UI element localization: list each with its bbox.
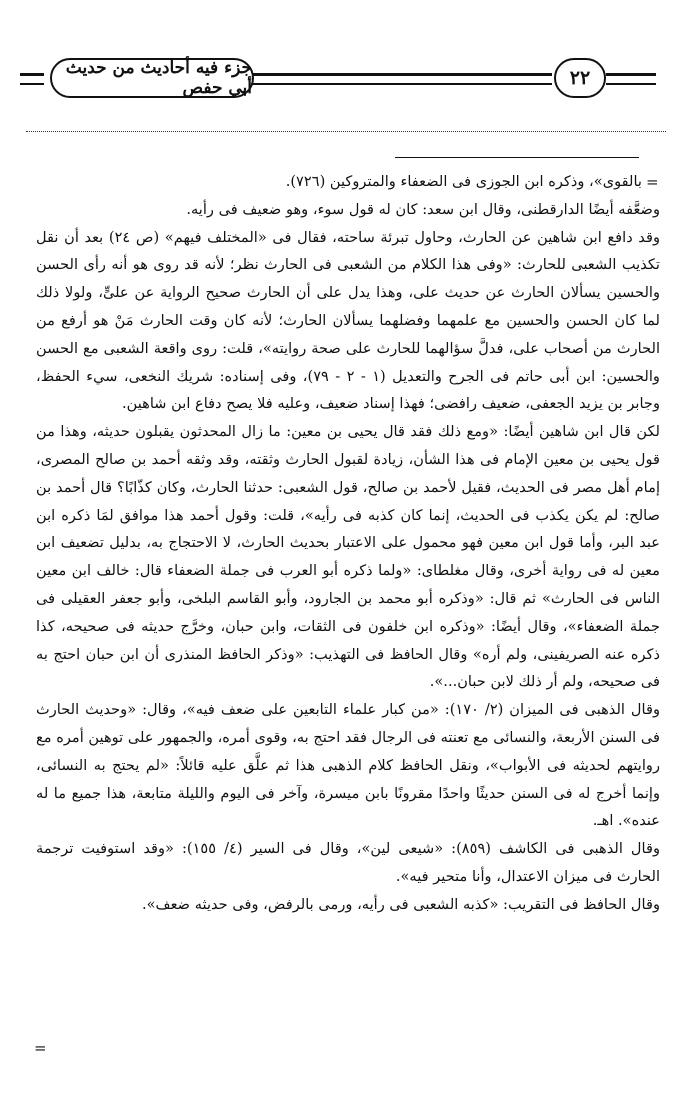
header-rule-left	[20, 73, 44, 85]
continuation-mark-bottom: =	[34, 1039, 47, 1057]
page-header	[14, 55, 665, 99]
header-rule-right	[606, 73, 656, 85]
paragraph: وقال الحافظ فى التقريب: «كذبه الشعبى فى رأيه، ورمى بالرفض، وفى حديثه ضعف».	[141, 895, 660, 913]
paragraph: وقال الذهبى فى الكاشف (٨٥٩): «شيعى لين»، وقال فى السير (٤/ ١٥٥): «وقد استوفيت ترجمة الحارث فى ميزان الاعتدال، وأنا متحير فيه».	[36, 840, 660, 885]
header-dotted-divider	[26, 131, 666, 132]
page-number	[554, 58, 606, 98]
paragraph: بالقوى»، وذكره ابن الجوزى فى الضعفاء والمتروكين (٧٢٦).	[285, 173, 642, 190]
continuation-mark-top: =	[646, 173, 659, 191]
page-number-text: ٢٢	[569, 67, 591, 89]
paragraph: وقد دافع ابن شاهين عن الحارث، وحاول تبرئة ساحته، فقال فى «المختلف فيهم» (ص ٢٤) بعد أن نقل تكذيب الشعبى للحارث: «وفى هذا الكلام من الشعبى فى الحارث نظر؛ لأنه قد روى هو أنه رأى الحسن والحسين يسألان الحارث عن حديث على، وهذا يدل على أن الحارث صحيح الرواية عن علىٍّ، ولولا ذلك لما كان الحسن والحسين مع علمهما وفضلهما يسألان الحارث؛ لأنه كان وقت الحارث مَنْ هو أرفع من الحارث من أصحاب على، فدلَّ سؤالهما للحارث على صحة روايته»، قلت: روى واقعة الشعبى مع الحسن والحسين: ابن أبى حاتم فى الجرح والتعديل (١ - ٢ - ٧٩)، وفى إسناده: شريك النخعى، سيء الحفظ، وجابر بن يزيد الجعفى، ضعيف رافضى؛ فهذا إسناد ضعيف، وعليه فلا يصح دفاع ابن شاهين.	[36, 228, 660, 413]
running-title	[50, 58, 254, 98]
paragraph: وقال الذهبى فى الميزان (٢/ ١٧٠): «من كبار علماء التابعين على ضعف فيه»، وقال: «وحديث الحارث فى السنن الأربعة، والنسائى مع تعنته فى الرجال فقد احتج به، وقوى أمره، والجمهور على توهين أمره مع روايتهم لحديثه فى الأبواب»، ونقل الحافظ كلام الذهبى هذا ثم علَّق عليه قائلاً: «لم يحتج به النسائى، وإنما أخرج له فى السنن حديثًا واحدًا مقرونًا بابن ميسرة، وآخر فى اليوم والليلة متابعة، هذا جميع ما له عنده». اهـ.	[36, 701, 660, 830]
footnote-rule	[395, 157, 639, 158]
running-title-text: جزء فيه أحاديث من حديث أبي حفص	[65, 58, 252, 98]
paragraph: وضعَّفه أيضًا الدارقطنى، وقال ابن سعد: كان له قول سوء، وهو ضعيف فى رأيه.	[186, 200, 660, 218]
footnote-text	[36, 168, 660, 919]
header-rule-middle	[252, 73, 552, 85]
paragraph: لكن قال ابن شاهين أيضًا: «ومع ذلك فقد قال يحيى بن معين: ما زال المحدثون يقبلون حديثه، وهذا من قول يحيى بن معين الإمام فى هذا الشأن، زيادة لقبول الحارث وثقته، وقد وثقه أحمد بن صالح المصرى، إمام أهل مصر فى الحديث، فقيل لأحمد بن صالح، قول الشعبى: حدثنا الحارث، وكان كذّابًا؟ قال أحمد بن صالح: لم يكن يكذب فى الحديث، إنما كان كذبه فى رأيه»، قلت: وقول أحمد هذا موافق لمَا ذكره ابن عبد البر، وأما قول ابن معين فهو محمول على الاعتبار بحديث الحارث، لا الاحتجاج به، بدليل تضعيف ابن معين له فى رواية أخرى، وقال مغلطاى: «ولما ذكره أبو العرب فى جملة الضعفاء قال: خالف ابن معين الناس فى الحارث» ثم قال: «وذكره أبو محمد بن الجارود، وأبو القاسم البلخى، وأبو جعفر العقيلى فى جملة الضعفاء»، وقال أيضًا: «وذكره ابن خلفون فى الثقات، وابن حبان، وخرَّج حديثه فى صحيحه، كذا ذكره عنه الصريفينى، ولم أره» وقال الحافظ فى التهذيب: «وذكر الحافظ المنذرى أن ابن حبان احتج به فى صحيحه، ولم أر ذلك لابن حبان...».	[36, 423, 660, 691]
